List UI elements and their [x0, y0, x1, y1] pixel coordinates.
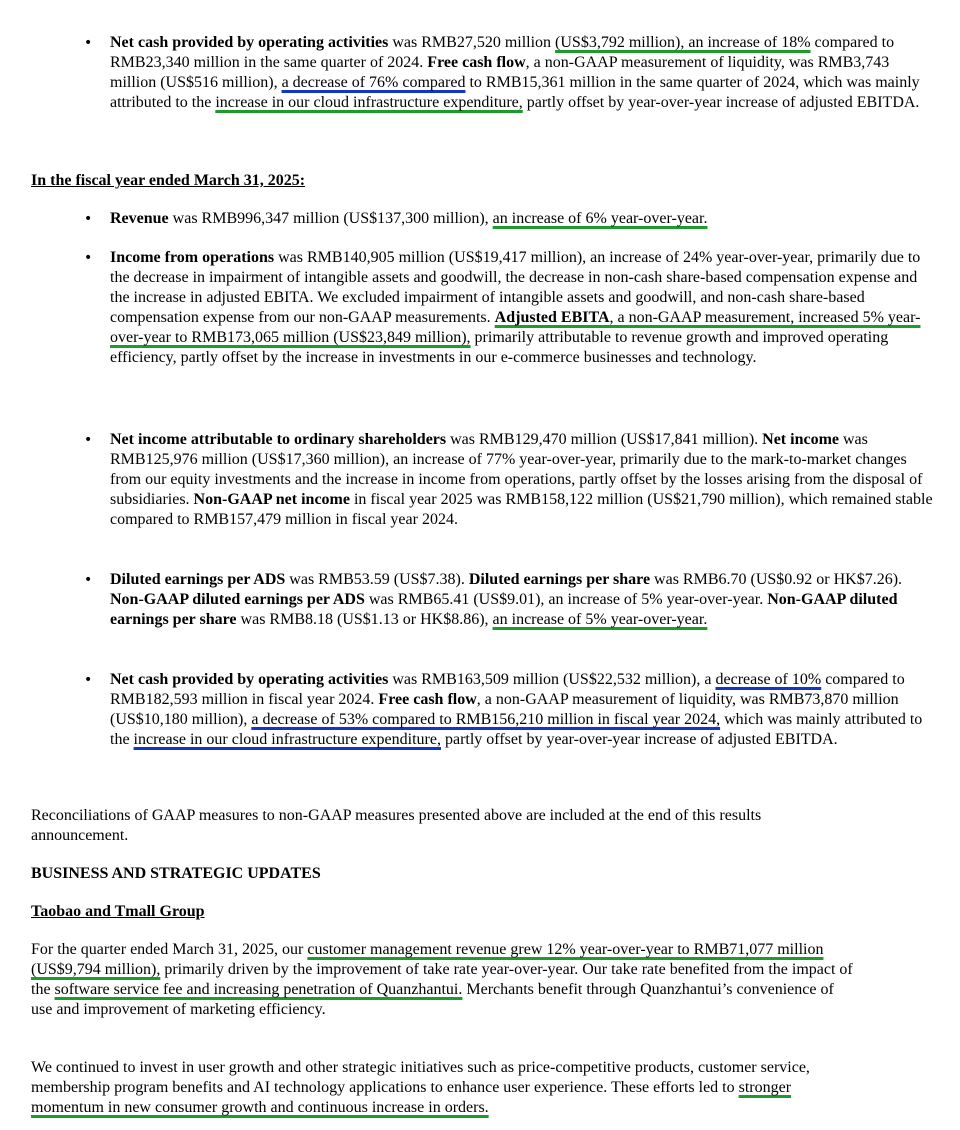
list-item-fy-net-income	[0, 430, 960, 530]
taobao-tmall-heading: Taobao and Tmall Group	[31, 903, 205, 920]
label-non-gaap-eps-ads: Non-GAAP diluted earnings per ADS	[110, 591, 365, 608]
text-span: compared to RMB23,340 million in the same quarter of 2024.	[110, 34, 895, 71]
text-span: was RMB125,976 million (US$17,360 million), an increase of 77% year-over-year, primarily due to the mark-to-market changes from our equity investments and the increase in income from operations, partly offset by the losses arising from the disposal of subsidiaries.	[110, 431, 923, 508]
label-income-operations: Income from operations	[110, 249, 275, 266]
label-diluted-eps-share: Diluted earnings per share	[468, 571, 651, 588]
highlight-blue: decrease of 10%	[715, 671, 822, 688]
text-span: was RMB129,470 million (US$17,841 million).	[446, 431, 763, 448]
text-span: compared to RMB182,593 million in fiscal year 2024.	[110, 671, 905, 708]
text-span: Merchants benefit through Quanzhantui’s convenience of use and improvement of marketing efficiency.	[31, 981, 834, 1018]
label-free-cash-flow: Free cash flow	[378, 691, 477, 708]
reconciliation-paragraph: Reconciliations of GAAP measures to non-GAAP measures presented above are included at the end of this results announcement.	[31, 807, 762, 844]
highlight-green: stronger momentum in new consumer growth and continuous increase in orders.	[31, 1079, 792, 1116]
text-span: primarily attributable to revenue growth and improved operating efficiency, partly offset by the increase in investments in our e-commerce businesses and technology.	[110, 329, 889, 366]
label-free-cash-flow: Free cash flow	[427, 54, 526, 71]
text-span: , a non-GAAP measurement of liquidity, was RMB73,870 million (US$10,180 million),	[110, 691, 899, 728]
highlight-green: , a non-GAAP measurement, increased 5% year-over-year to RMB173,065 million (US$23,849 million),	[110, 309, 921, 346]
text-span: which was mainly attributed to the	[110, 711, 923, 748]
fiscal-year-heading: In the fiscal year ended March 31, 2025:	[31, 172, 306, 189]
highlight-green: an increase of 5% year-over-year.	[492, 611, 708, 628]
list-item-fy-income-operations	[0, 248, 960, 368]
highlight-blue: increase in our cloud infrastructure expenditure,	[133, 731, 441, 748]
label-adjusted-ebita: Adjusted EBITA	[494, 309, 610, 326]
text-span: to RMB15,361 million in the same quarter of 2024, which was mainly attributed to the	[110, 74, 920, 111]
list-item-fy-operating-cash	[0, 670, 960, 750]
text-span: was RMB6.70 (US$0.92 or HK$7.26).	[650, 571, 903, 588]
text-span: partly offset by year-over-year increase of adjusted EBITDA.	[522, 94, 920, 111]
text-span: We continued to invest in user growth and other strategic initiatives such as price-competitive products, customer service, membership program benefits and AI technology applications to enhance user experience. These efforts led to	[31, 1059, 810, 1096]
list-item-fy-revenue	[0, 209, 960, 229]
text-span: was RMB163,509 million (US$22,532 million), a	[388, 671, 716, 688]
list-item-quarter-operating-cash	[0, 33, 960, 113]
text-span: in fiscal year 2025 was RMB158,122 million (US$21,790 million), which remained stable compared to RMB157,479 million in fiscal year 2024.	[110, 491, 933, 528]
text-span: was RMB65.41 (US$9.01), an increase of 5% year-over-year.	[364, 591, 768, 608]
highlight-green: (US$3,792 million), an increase of 18%	[555, 34, 811, 51]
text-span: , a non-GAAP measurement of liquidity, was RMB3,743 million (US$516 million),	[110, 54, 890, 91]
business-updates-heading: BUSINESS AND STRATEGIC UPDATES	[31, 865, 321, 882]
label-net-cash: Net cash provided by operating activities	[110, 671, 389, 688]
taobao-paragraph-1	[0, 940, 881, 1020]
list-item-fy-eps	[0, 570, 960, 630]
text-span: was RMB996,347 million (US$137,300 million),	[168, 210, 493, 227]
text-span: was RMB27,520 million	[388, 34, 556, 51]
highlight-green: increase in our cloud infrastructure expenditure,	[215, 94, 523, 111]
highlight-blue: a decrease of 76% compared	[281, 74, 466, 91]
text-span: was RMB140,905 million (US$19,417 million), an increase of 24% year-over-year, primarily due to the decrease in impairment of intangible assets and goodwill, the decrease in non-cash share-based compensation expense and the increase in adjusted EBITA. We excluded impairment of intangible assets and goodwill, and non-cash share-based compensation expense from our non-GAAP measurements.	[110, 249, 921, 326]
label-non-gaap-net-income: Non-GAAP net income	[193, 491, 350, 508]
text-span: For the quarter ended March 31, 2025, our	[31, 941, 308, 958]
text-span: partly offset by year-over-year increase of adjusted EBITDA.	[440, 731, 838, 748]
highlight-green: software service fee and increasing penetration of Quanzhantui.	[54, 981, 463, 998]
label-diluted-eps-ads: Diluted earnings per ADS	[110, 571, 286, 588]
text-span: was RMB53.59 (US$7.38).	[285, 571, 469, 588]
label-net-income-shareholders: Net income attributable to ordinary shareholders	[110, 431, 447, 448]
label-non-gaap-eps-share: Non-GAAP diluted earnings per share	[110, 591, 898, 628]
highlight-green: customer management revenue grew 12% year-over-year to RMB71,077 million (US$9,794 million),	[31, 941, 824, 978]
text-span: primarily driven by the improvement of take rate year-over-year. Our take rate benefited from the impact of the	[31, 961, 853, 998]
highlight-green: an increase of 6% year-over-year.	[492, 210, 708, 227]
label-net-cash: Net cash provided by operating activities	[110, 34, 389, 51]
highlight-blue: a decrease of 53% compared to RMB156,210 million in fiscal year 2024,	[251, 711, 721, 728]
label-revenue: Revenue	[110, 210, 169, 227]
text-span: was RMB8.18 (US$1.13 or HK$8.86),	[236, 611, 493, 628]
label-net-income: Net income	[762, 431, 839, 448]
taobao-paragraph-2	[0, 1058, 881, 1118]
